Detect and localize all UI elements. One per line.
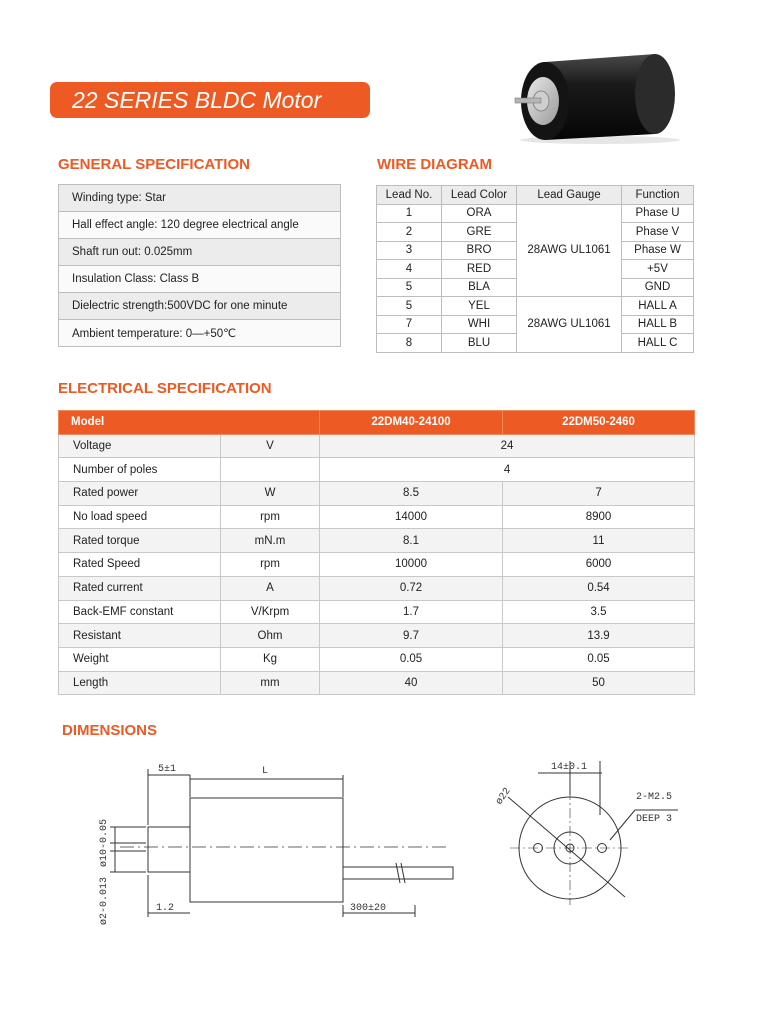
electrical-spec-heading: ELECTRICAL SPECIFICATION — [58, 380, 272, 397]
param-unit: rpm — [221, 505, 320, 529]
lead-no: 1 — [377, 204, 442, 223]
param-value-model-1: 10000 — [320, 553, 503, 577]
spec-cell: Ambient temperature: 0—+50℃ — [59, 320, 341, 347]
param-value-model-2: 50 — [503, 671, 695, 695]
dim-body-length: L — [262, 766, 269, 777]
general-spec-heading: GENERAL SPECIFICATION — [58, 156, 250, 173]
table-row — [59, 266, 341, 293]
header-model-1: 22DM40-24100 — [320, 411, 503, 435]
page-title: 22 SERIES BLDC Motor — [50, 82, 370, 118]
dimensions-heading: DIMENSIONS — [62, 722, 158, 739]
lead-color: BRO — [442, 241, 517, 260]
lead-color: RED — [442, 260, 517, 279]
dim-lead-length: 300±20 — [350, 903, 387, 914]
param-value-model-2: 7 — [503, 482, 695, 506]
lead-no: 5 — [377, 297, 442, 316]
table-row — [59, 671, 695, 695]
wire-diagram-table — [376, 185, 694, 353]
param-value-model-2: 8900 — [503, 505, 695, 529]
lead-color: BLA — [442, 278, 517, 297]
table-row — [59, 600, 695, 624]
param-name: Rated torque — [59, 529, 221, 553]
param-unit: W — [221, 482, 320, 506]
lead-gauge: 28AWG UL1061 — [517, 297, 622, 353]
lead-no: 7 — [377, 315, 442, 334]
header-lead-gauge: Lead Gauge — [517, 186, 622, 205]
lead-color: GRE — [442, 223, 517, 242]
table-row — [59, 553, 695, 577]
spec-cell: Shaft run out: 0.025mm — [59, 239, 341, 266]
table-row — [59, 458, 695, 482]
param-value-model-1: 0.05 — [320, 647, 503, 671]
lead-function: +5V — [622, 260, 694, 279]
lead-no: 2 — [377, 223, 442, 242]
param-unit: V — [221, 434, 320, 458]
header-lead-color: Lead Color — [442, 186, 517, 205]
header-model: Model — [59, 411, 320, 435]
param-value: 24 — [320, 434, 695, 458]
spec-cell: Winding type: Star — [59, 185, 341, 212]
general-spec-table — [58, 184, 341, 347]
param-value-model-1: 8.5 — [320, 482, 503, 506]
param-unit: V/Krpm — [221, 600, 320, 624]
table-row — [59, 482, 695, 506]
lead-color: YEL — [442, 297, 517, 316]
dim-body-diameter: ø22 — [494, 786, 514, 808]
param-unit: Kg — [221, 647, 320, 671]
param-name: Rated power — [59, 482, 221, 506]
param-name: Weight — [59, 647, 221, 671]
lead-function: Phase U — [622, 204, 694, 223]
lead-function: HALL C — [622, 334, 694, 353]
header-model-2: 22DM50-2460 — [503, 411, 695, 435]
lead-no: 5 — [377, 278, 442, 297]
param-value-model-1: 8.1 — [320, 529, 503, 553]
param-value-model-1: 0.72 — [320, 576, 503, 600]
param-name: Rated current — [59, 576, 221, 600]
param-value-model-2: 11 — [503, 529, 695, 553]
lead-function: HALL B — [622, 315, 694, 334]
param-value-model-1: 1.7 — [320, 600, 503, 624]
table-row — [59, 239, 341, 266]
table-header-row — [59, 411, 695, 435]
lead-no: 3 — [377, 241, 442, 260]
spec-cell: Dielectric strength:500VDC for one minute — [59, 293, 341, 320]
table-row — [59, 529, 695, 553]
param-name: No load speed — [59, 505, 221, 529]
param-name: Voltage — [59, 434, 221, 458]
lead-no: 8 — [377, 334, 442, 353]
lead-function: Phase V — [622, 223, 694, 242]
param-unit: A — [221, 576, 320, 600]
table-row — [59, 576, 695, 600]
dimension-drawing — [70, 755, 710, 930]
table-row — [59, 505, 695, 529]
table-row — [59, 212, 341, 239]
table-row — [59, 185, 341, 212]
dim-hole-span: 14±0.1 — [551, 762, 588, 773]
param-name: Rated Speed — [59, 553, 221, 577]
param-name: Back-EMF constant — [59, 600, 221, 624]
param-unit: Ohm — [221, 624, 320, 648]
param-unit: mN.m — [221, 529, 320, 553]
lead-color: WHI — [442, 315, 517, 334]
table-row — [59, 434, 695, 458]
spec-cell: Insulation Class: Class B — [59, 266, 341, 293]
table-row — [59, 320, 341, 347]
param-value-model-2: 6000 — [503, 553, 695, 577]
lead-function: Phase W — [622, 241, 694, 260]
dim-flange-thickness: 1.2 — [156, 903, 175, 914]
param-name: Length — [59, 671, 221, 695]
header-function: Function — [622, 186, 694, 205]
table-row — [59, 647, 695, 671]
param-name: Number of poles — [59, 458, 221, 482]
lead-function: HALL A — [622, 297, 694, 316]
param-value-model-2: 0.05 — [503, 647, 695, 671]
table-header-row — [377, 186, 694, 205]
param-value-model-1: 9.7 — [320, 624, 503, 648]
lead-no: 4 — [377, 260, 442, 279]
table-row — [59, 293, 341, 320]
wire-diagram-heading: WIRE DIAGRAM — [377, 156, 492, 173]
lead-function: GND — [622, 278, 694, 297]
param-value-model-2: 13.9 — [503, 624, 695, 648]
param-value-model-1: 14000 — [320, 505, 503, 529]
lead-color: ORA — [442, 204, 517, 223]
lead-color: BLU — [442, 334, 517, 353]
table-row — [377, 204, 694, 223]
header-lead-no: Lead No. — [377, 186, 442, 205]
spec-cell: Hall effect angle: 120 degree electrical angle — [59, 212, 341, 239]
table-row — [59, 624, 695, 648]
dim-shaft-diameter: ø2-0.013 — [99, 876, 110, 925]
electrical-spec-table — [58, 410, 695, 695]
param-value-model-2: 0.54 — [503, 576, 695, 600]
param-unit — [221, 458, 320, 482]
param-value-model-2: 3.5 — [503, 600, 695, 624]
dim-hole-depth: DEEP 3 — [636, 814, 673, 825]
dim-boss-diameter: ø10-0.05 — [99, 818, 110, 867]
motor-photo — [505, 44, 695, 144]
lead-gauge: 28AWG UL1061 — [517, 204, 622, 297]
param-value-model-1: 40 — [320, 671, 503, 695]
param-value: 4 — [320, 458, 695, 482]
param-unit: rpm — [221, 553, 320, 577]
table-row — [377, 297, 694, 316]
param-unit: mm — [221, 671, 320, 695]
dim-mount-holes: 2-M2.5 — [636, 792, 673, 803]
param-name: Resistant — [59, 624, 221, 648]
dim-flange-length: 5±1 — [158, 764, 177, 775]
